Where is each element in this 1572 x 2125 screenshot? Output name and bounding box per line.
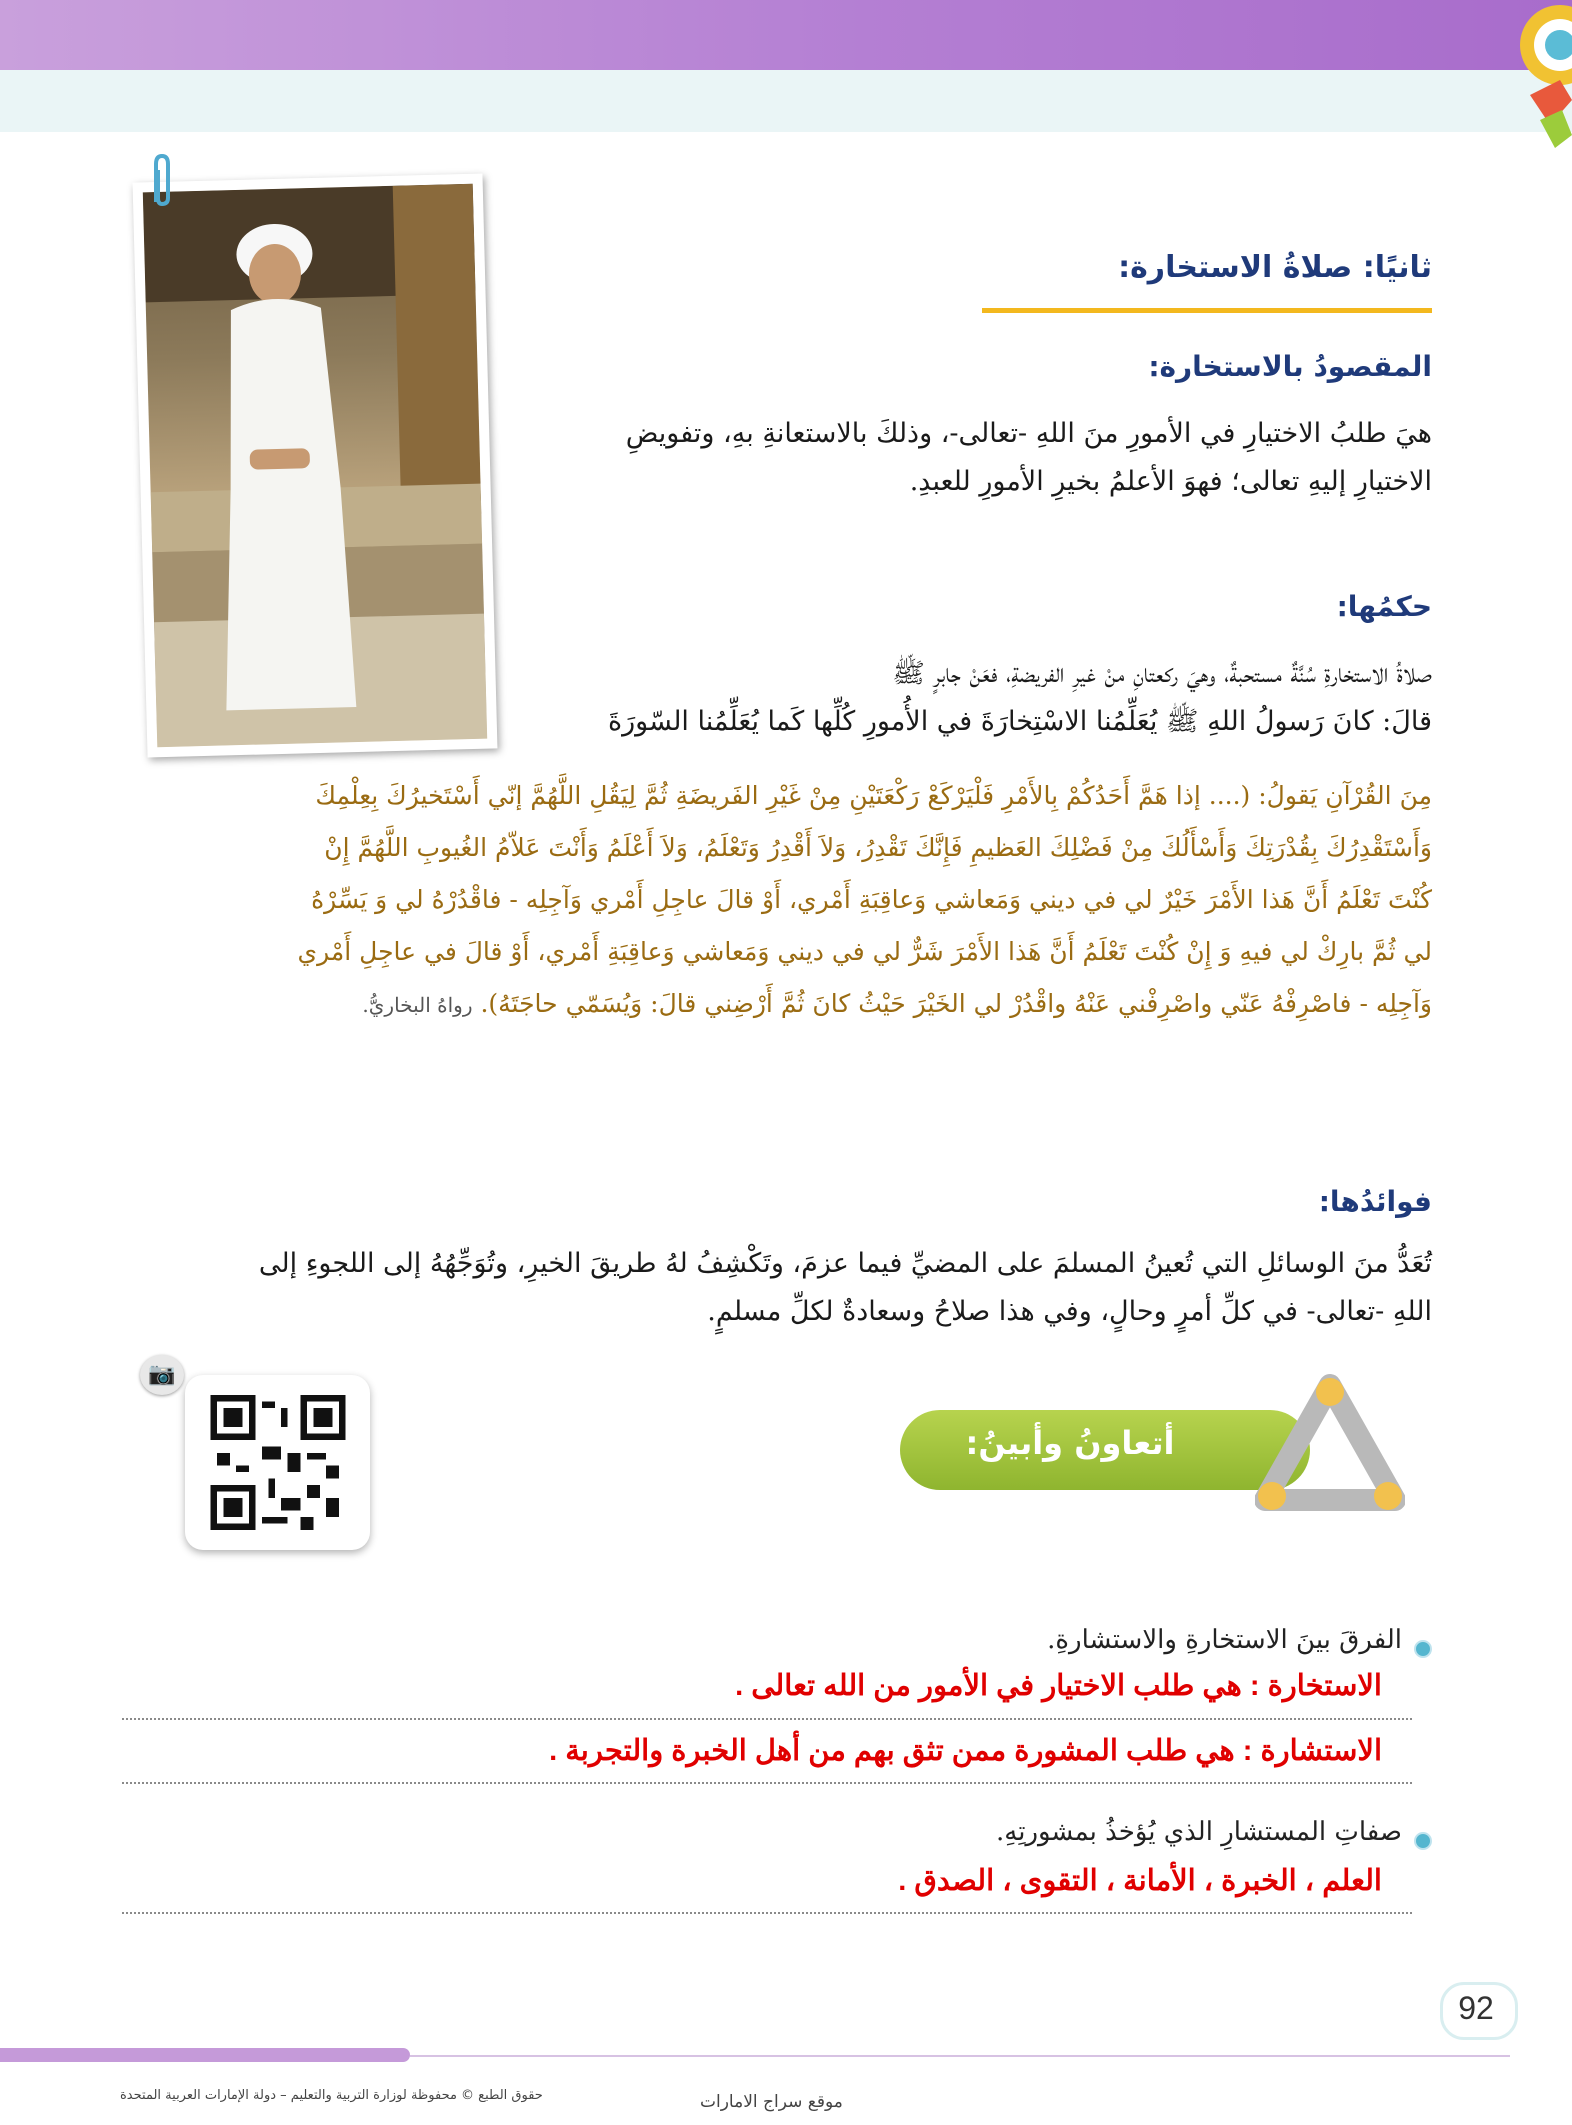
question-text: صفاتِ المستشارِ الذي يُؤخذُ بمشورتِهِ. (996, 1817, 1402, 1847)
benefits-paragraph (142, 1240, 1432, 1336)
footer-bar (0, 2048, 410, 2062)
camera-icon[interactable]: 📷 (140, 1355, 184, 1395)
answer-line: الاستخارة : هي طلب الاختيار في الأمور من الله تعالى . (735, 1670, 1382, 1702)
meaning-paragraph (532, 410, 1432, 506)
answer-dotted-line[interactable] (122, 1912, 1412, 1914)
meaning-heading: المقصودُ بالاستخارة: (1148, 350, 1432, 383)
ruling-heading: حكمُها: (1336, 590, 1432, 623)
ruling-line: قالَ: كانَ رَسولُ اللهِ ﷺ يُعَلِّمُنا الاسْتِخارَةَ في الأُمورِ كُلِّها كَما يُعَلِّمُنا السّورَةَ (607, 706, 1432, 737)
section-title-underline (982, 308, 1432, 313)
activity-label: أتعاونُ وأبينُ: (965, 1424, 1175, 1462)
corner-ornament (1500, 0, 1572, 150)
hadith-line: كُنْتَ تَعْلَمُ أَنَّ هَذا الأَمْرَ خَيْرٌ لي في ديني وَمَعاشي وَعاقِبَةِ أَمْري، أَوْ قالَ عاجِلِ أَمْري وَآجِلِه - فاقْدُرْهُ لي وَ يَسِّرْهُ (311, 885, 1432, 914)
ruling-paragraph (532, 650, 1432, 746)
hadith-line: وَأَسْتَقْدِرُكَ بِقُدْرَتِكَ وَأَسْأَلُكَ مِنْ فَضْلِكَ العَظيمِ فَإِنَّكَ تَقْدِرُ، وَلاَ أَقْدِرُ وَتَعْلَمُ، وَلاَ أَعْلَمُ وَأَنْتَ عَلاّمُ الغُيوبِ اللَّهُمَّ إِنْ (324, 833, 1432, 862)
footer-line (410, 2055, 1510, 2057)
hadith-text (142, 770, 1432, 1031)
hadith-line: لي ثُمَّ بارِكْ لي فيهِ وَ إِنْ كُنْتَ تَعْلَمُ أَنَّ هَذا الأَمْرَ شَرٌّ لي في ديني وَمَعاشي وَعاقِبَةِ أَمْري، أَوْ قالَ في عاجِلِ أَمْري (297, 937, 1432, 966)
question-bullet (1414, 1832, 1432, 1850)
header-band (0, 0, 1572, 70)
ruling-line: صلاةُ الاستخارةِ سُنَّةٌ مستحبةٌ، وهيَ ركعتانِ منْ غيرِ الفريضةِ، فعَنْ جابرٍ ﷺ (892, 658, 1432, 689)
benefits-heading: فوائدُها: (1318, 1185, 1432, 1218)
qr-code[interactable] (208, 1395, 348, 1530)
answer-dotted-line[interactable] (122, 1718, 1412, 1720)
answer-line: الاستشارة : هي طلب المشورة ممن تثق بهم من أهل الخبرة والتجربة . (549, 1735, 1382, 1767)
answer-line: العلم ، الخبرة ، الأمانة ، التقوى ، الصدق . (898, 1865, 1382, 1897)
question-bullet (1414, 1640, 1432, 1658)
meaning-line: الاختيارِ إليهِ تعالى؛ فهوَ الأعلمُ بخيرِ الأمورِ للعبدِ. (909, 466, 1432, 497)
footer-copyright: حقوق الطبع © محفوظة لوزارة التربية والتعليم – دولة الإمارات العربية المتحدة (120, 2088, 543, 2103)
question-text: الفرقَ بينَ الاستخارةِ والاستشارةِ. (1047, 1625, 1402, 1655)
photo-boy-praying (133, 174, 498, 758)
narrator-attribution: رواهُ البخاريُّ. (362, 993, 473, 1017)
photo-figure (143, 184, 487, 747)
answer-dotted-line[interactable] (122, 1782, 1412, 1784)
footer-site[interactable]: موقع سراج الامارات (700, 2092, 843, 2112)
meaning-line: هيَ طلبُ الاختيارِ في الأمورِ منَ اللهِ -تعالى-، وذلكَ بالاستعانةِ بهِ، وتفويضِ (625, 418, 1432, 449)
photo-image (143, 184, 487, 747)
teamwork-triangle-icon (1255, 1370, 1405, 1520)
page-number: 92 (1458, 1990, 1494, 2026)
benefits-line: اللهِ -تعالى- في كلِّ أمرٍ وحالٍ، وفي هذا صلاحُ وسعادةٌ لكلِّ مسلمٍ. (707, 1296, 1432, 1327)
section-title: ثانيًا: صلاةُ الاستخارة: (1118, 250, 1432, 285)
paperclip-icon (148, 152, 176, 212)
benefits-line: تُعَدُّ منَ الوسائلِ التي تُعينُ المسلمَ على المضيِّ فيما عزمَ، وتَكْشِفُ لهُ طريقَ الخيرِ، وتُوَجِّهُهُ إلى اللجوءِ إلى (258, 1248, 1432, 1279)
hadith-line: مِنَ القُرْآنِ يَقولُ: (.... إذا هَمَّ أَحَدُكُمْ بِالأَمْرِ فَلْيَرْكَعْ رَكْعَتَيْنِ مِنْ غَيْرِ الفَريضَةِ ثُمَّ لِيَقُلِ اللَّهُمَّ إنّي أَسْتَخيرُكَ بِعِلْمِكَ (315, 781, 1432, 810)
hadith-last-line: وَآجِلِه - فاصْرِفْهُ عَنّي واصْرِفْني عَنْهُ واقْدُرْ لي الخَيْرَ حَيْثُ كانَ ثُمَّ أَرْضِني قالَ: وَيُسَمّي حاجَتَهُ). (480, 989, 1432, 1018)
header-scallop (0, 118, 1480, 136)
hadith-line (142, 978, 1432, 1031)
